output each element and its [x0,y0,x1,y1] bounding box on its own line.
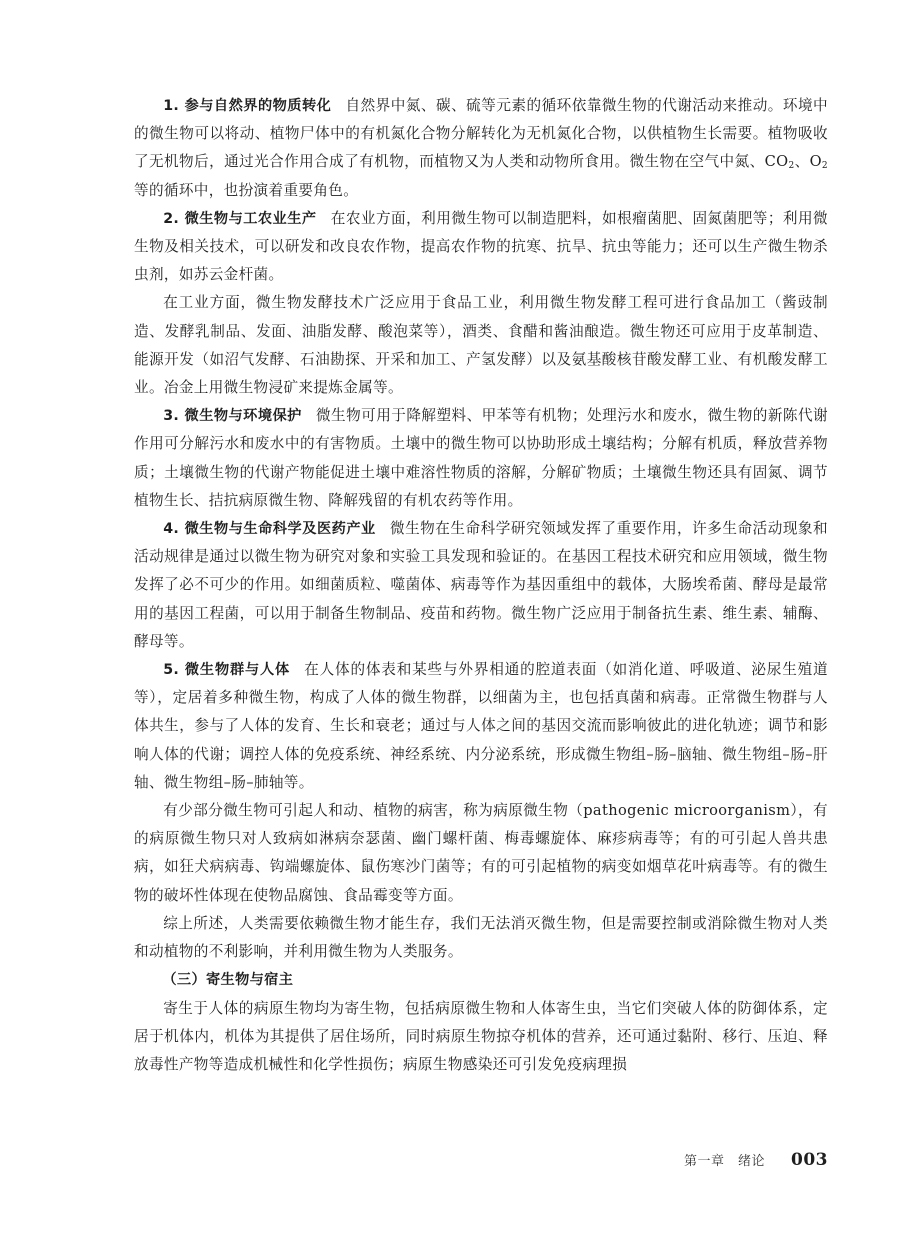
paragraph-heading: 3. 微生物与环境保护 [163,408,302,425]
paragraph-text: 有少部分微生物可引起人和动、植物的病害，称为病原微生物（pathogenic microorganism），有的病原微生物只对人致病如淋病奈瑟菌、幽门螺杆菌、梅毒螺旋体、麻疹病毒等；有的可引起人兽共患病，如狂犬病病毒、钩端螺旋体、鼠伤寒沙门菌等；有的可引起植物的病变如烟草花叶病毒等。有的微生物的破坏性体现在使物品腐蚀、食品霉变等方面。 [134,802,828,904]
subscript: 2 [821,161,828,172]
paragraph-parasites [134,995,828,1080]
page-footer [684,1150,828,1170]
paragraph-heading: 1. 参与自然界的物质转化 [163,98,332,114]
paragraph-material-transformation [134,92,828,205]
paragraph-text: 自然界中氮、碳、硫等元素的循环依靠微生物的代谢活动来推动。环境中的微生物可以将动、植物尸体中的有机氮化合物分解转化为无机氮化合物，以供植物生长需要。植物吸收了无机物后，通过光合作用合成了有机物，而植物又为人类和动物所食用。微生物在空气中氮、CO [134,97,828,171]
paragraph-pathogens [134,797,828,910]
paragraph-environment [134,402,828,515]
paragraph-text: 、O [794,153,822,171]
section-heading: （三）寄生物与宿主 [162,972,294,989]
paragraph-text: 在工业方面，微生物发酵技术广泛应用于食品工业，利用微生物发酵工程可进行食品加工（酱豉制造、发酵乳制品、发面、油脂发酵、酸泡菜等），酒类、食醋和酱油酿造。微生物还可应用于皮革制造、能源开发（如沼气发酵、石油勘探、开采和加工、产氢发酵）以及氨基酸核苷酸发酵工业、有机酸发酵工业。冶金上用微生物浸矿来提炼金属等。 [134,294,828,397]
subscript: 2 [788,161,795,172]
paragraph-microbiota [134,656,828,797]
paragraph-heading: 5. 微生物群与人体 [163,662,291,679]
paragraph-text: 微生物可用于降解塑料、甲苯等有机物；处理污水和废水，微生物的新陈代谢作用可分解污水和废水中的有害物质。土壤中的微生物可以协助形成土壤结构；分解有机质，释放营养物质；土壤微生物的代谢产物能促进土壤中难溶性物质的溶解，分解矿物质；土壤微生物还具有固氮、调节植物生长、拮抗病原微生物、降解残留的有机农药等作用。 [134,407,828,509]
paragraph-industry [134,289,828,402]
paragraph-text: 综上所述，人类需要依赖微生物才能生存，我们无法消灭微生物，但是需要控制或消除微生物对人类和动植物的不利影响，并利用微生物为人类服务。 [134,914,828,961]
footer-chapter: 第一章 绪论 [683,1154,765,1169]
page-number: 003 [791,1150,828,1170]
paragraph-heading: 4. 微生物与生命科学及医药产业 [163,521,376,538]
paragraph-life-science [134,515,828,656]
paragraph-summary [134,910,828,966]
paragraph-heading: 2. 微生物与工农业生产 [163,210,317,227]
paragraph-text: 在人体的体表和某些与外界相通的腔道表面（如消化道、呼吸道、泌尿生殖道等），定居着多种微生物，构成了人体的微生物群，以细菌为主，也包括真菌和病毒。正常微生物群与人体共生，参与了人体的发育、生长和衰老；通过与人体之间的基因交流而影响彼此的进化轨迹；调节和影响人体的代谢；调控人体的免疫系统、神经系统、内分泌系统，形成微生物组–肠–脑轴、微生物组–肠–肝轴、微生物组–肠–肺轴等。 [134,661,829,791]
paragraph-text: 在农业方面，利用微生物可以制造肥料，如根瘤菌肥、固氮菌肥等；利用微生物及相关技术，可以研发和改良农作物，提高农作物的抗寒、抗旱、抗虫等能力；还可以生产微生物杀虫剂，如苏云金杆菌。 [134,209,828,284]
page-body [134,92,828,1079]
paragraph-text: 等的循环中，也扮演着重要角色。 [134,181,359,199]
paragraph-industry-agriculture [134,205,828,290]
paragraph-text: 寄生于人体的病原生物均为寄生物，包括病原微生物和人体寄生虫，当它们突破人体的防御体系，定居于机体内，机体为其提供了居住场所，同时病原生物掠夺机体的营养，还可通过黏附、移行、压迫、释放毒性产物等造成机械性和化学性损伤；病原生物感染还可引发免疫病理损 [134,999,828,1073]
paragraph-text: 微生物在生命科学研究领域发挥了重要作用，许多生命活动现象和活动规律是通过以微生物为研究对象和实验工具发现和验证的。在基因工程技术研究和应用领域，微生物发挥了必不可少的作用。如细菌质粒、噬菌体、病毒等作为基因重组中的载体，大肠埃希菌、酵母是最常用的基因工程菌，可以用于制备生物制品、疫苗和药物。微生物广泛应用于制备抗生素、维生素、辅酶、酵母等。 [134,520,828,650]
